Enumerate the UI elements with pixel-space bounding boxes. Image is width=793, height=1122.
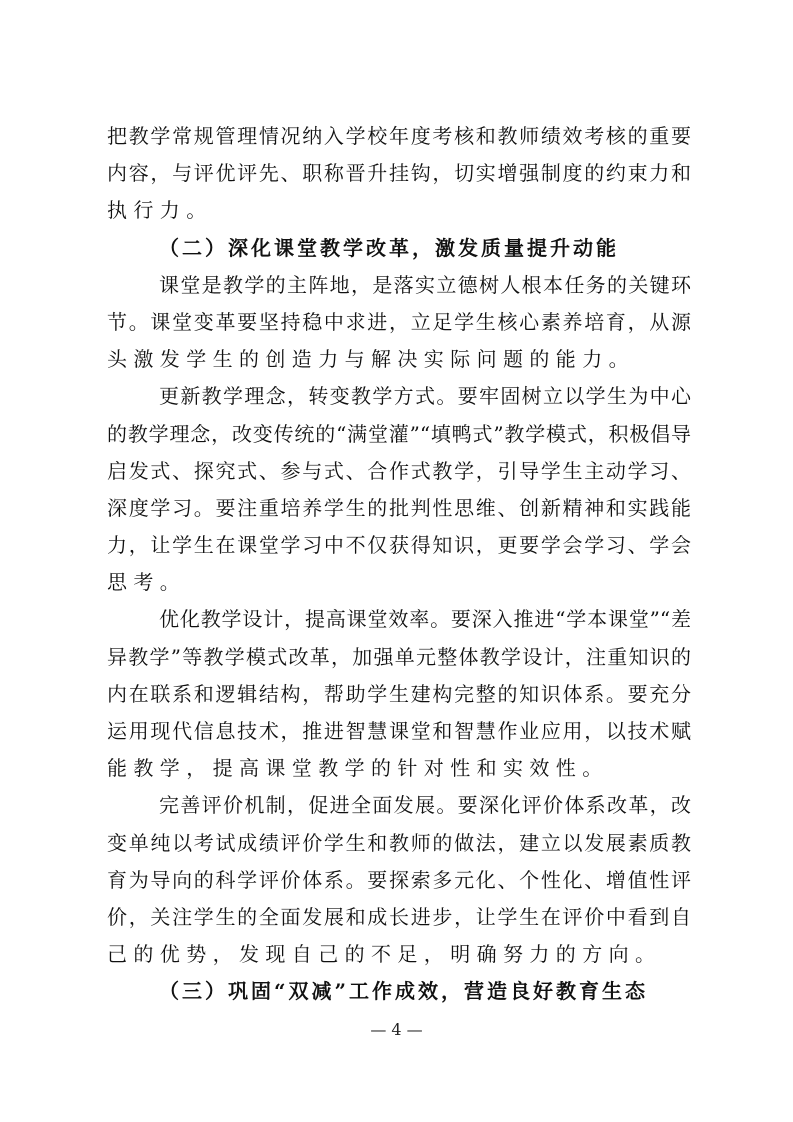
document-body [107,118,691,1011]
text-line: 能教学，提高课堂教学的针对性和实效性。 [107,756,609,781]
text-line: 内容，与评优评先、职称晋升挂钩，切实增强制度的约束力和 [107,161,691,186]
text-line: 更新教学理念，转变教学方式。要牢固树立以学生为中心 [159,384,691,409]
text-line: 头激发学生的创造力与解决实际问题的能力。 [107,347,635,372]
paragraph [107,787,691,973]
paragraph [107,601,691,787]
text-line: 异教学”等教学模式改革，加强单元整体教学设计，注重知识的 [107,644,691,669]
text-line: 优化教学设计，提高课堂效率。要深入推进“学本课堂”“差 [159,607,691,632]
page-number: — 4 — [370,1020,423,1039]
text-line: 把教学常规管理情况纳入学校年度考核和教师绩效考核的重要 [107,124,691,148]
section-heading [107,973,691,1010]
text-line: 变单纯以考试成绩评价学生和教师的做法，建立以发展素质教 [107,830,691,855]
text-line: 深度学习。要注重培养学生的批判性思维、创新精神和实践能 [107,495,691,520]
text-line: 执行力。 [107,198,213,223]
paragraph [107,118,691,230]
text-line: 价，关注学生的全面发展和成长进步，让学生在评价中看到自 [107,904,691,929]
section-heading [107,230,691,267]
text-line: 育为导向的科学评价体系。要探索多元化、个性化、增值性评 [107,867,691,892]
text-line: 思考。 [107,570,187,595]
text-line: 节。课堂变革要坚持稳中求进，立足学生核心素养培育，从源 [107,309,691,334]
text-line: 课堂是教学的主阵地，是落实立德树人根本任务的关键环 [159,272,691,297]
paragraph [107,267,691,379]
paragraph [107,378,691,601]
text-line: 力，让学生在课堂学习中不仅获得知识，更要学会学习、学会 [107,533,691,558]
text-line: 的教学理念，改变传统的“满堂灌”“填鸭式”教学模式，积极倡导 [107,421,691,446]
heading-text: （三）巩固“双减”工作成效，营造良好教育生态 [159,979,649,1004]
text-line: 完善评价机制，促进全面发展。要深化评价体系改革，改 [159,793,691,818]
text-line: 内在联系和逻辑结构，帮助学生建构完整的知识体系。要充分 [107,681,691,706]
text-line: 运用现代信息技术，推进智慧课堂和智慧作业应用，以技术赋 [107,719,691,743]
heading-text: （二）深化课堂教学改革，激发质量提升动能 [159,235,619,260]
text-line: 己的优势，发现自己的不足，明确努力的方向。 [107,942,662,967]
text-line: 启发式、探究式、参与式、合作式教学，引导学生主动学习、 [107,458,691,483]
